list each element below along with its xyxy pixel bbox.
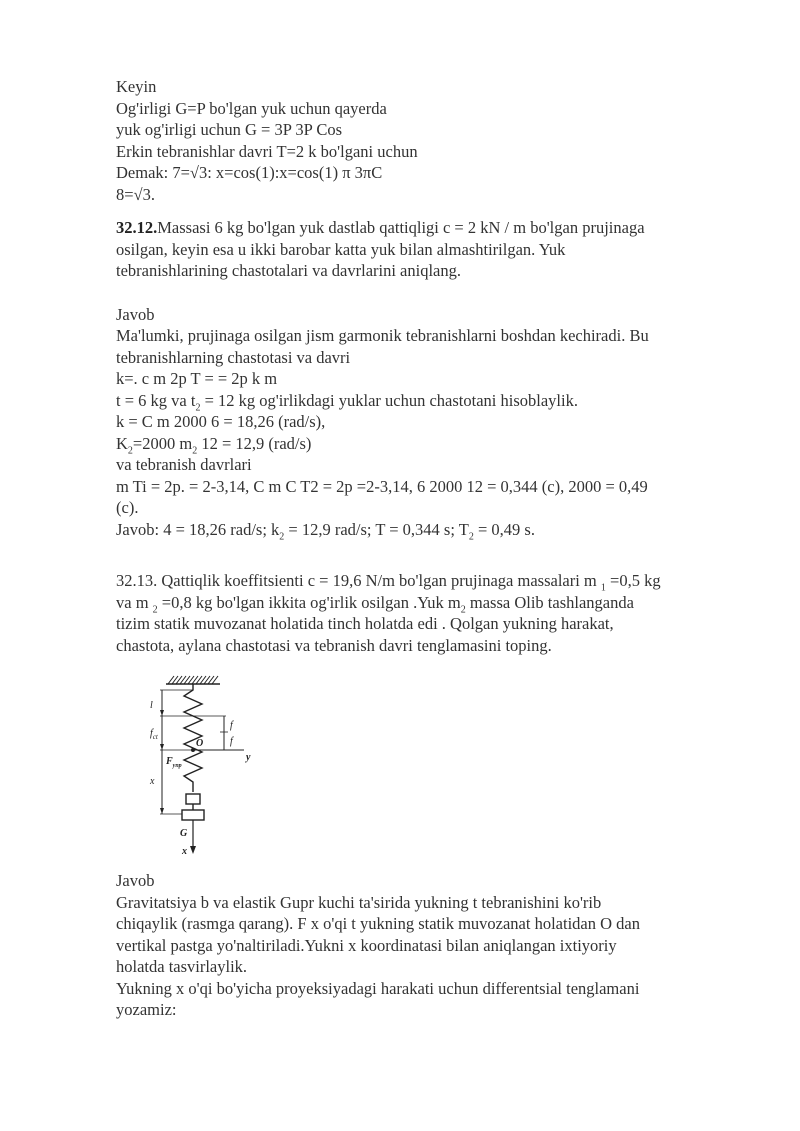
problem-text: Massasi 6 kg bo'lgan yuk dastlab qattiqligi c = 2 kN / m bo'lgan prujinaga [157, 218, 645, 237]
answer-line: vertikal pastga yo'naltiriladi.Yukni x koordinatasi bilan aniqlangan ixtiyoriy [116, 935, 617, 955]
answer-line: Ma'lumki, prujinaga osilgan jism garmonik tebranishlarni boshdan kechiradi. Bu [116, 326, 649, 345]
label-l: l [150, 700, 153, 711]
label-f1: f [230, 720, 233, 731]
problem-32-12 [116, 217, 756, 282]
answer-heading: Javob [116, 871, 155, 890]
problem-32-13 [116, 570, 756, 656]
subscript: 2 [279, 530, 285, 542]
subscript: 2 [460, 603, 466, 615]
label-g: G [180, 828, 188, 839]
answer-line: (c). [116, 498, 139, 517]
text-run: massa Olib tashlanganda [465, 592, 634, 612]
subscript: 1 [600, 582, 606, 594]
text-run: = 12,9 rad/s; T = 0,344 s; T [284, 519, 469, 539]
answer-line: va tebranish davrlari [116, 455, 252, 474]
problem-number: 32.12. [116, 218, 158, 237]
intro-line: Demak: 7=√3: x=cos(1):x=cos(1) π 3πC [116, 163, 383, 182]
problem-text: tizim statik muvozanat holatida tinch holatda edi . Qolgan yukning harakat, [116, 614, 614, 633]
text-run: =0,5 kg [605, 571, 661, 590]
spring-diagram-svg [136, 670, 266, 860]
text-run: t = 6 kg va t [116, 390, 196, 410]
text-run: va m [116, 592, 153, 612]
answer-line: Gravitatsiya b va elastik Gupr kuchi ta'sirida yukning t tebranishini ko'rib [116, 892, 602, 912]
text-run: =2000 m [132, 433, 193, 453]
intro-line: Keyin [116, 77, 157, 96]
answer-line: yozamiz: [116, 1000, 177, 1019]
problem-text: tebranishlarining chastotalari va davrlarini aniqlang. [116, 261, 462, 280]
answer-32-13 [116, 870, 756, 1021]
label-f2: f [230, 736, 233, 747]
answer-line: m Ti = 2p. = 2-3,14, C m C T2 = 2p =2-3,14, 6 2000 12 = 0,344 (c), 2000 = 0,49 [116, 476, 648, 496]
label-x: x [150, 776, 155, 787]
mass-block-upper [186, 794, 200, 804]
subscript: 2 [195, 401, 201, 413]
text-run: K [116, 433, 128, 453]
text-run: =0,8 kg bo'lgan ikkita og'irlik osilgan .Yuk m [157, 592, 461, 612]
text-run: Javob: 4 = 18,26 rad/s; k [116, 519, 280, 539]
intro-line: yuk og'irligi uchun G = 3P 3P Cos [116, 120, 343, 139]
answer-line: Yukning x o'qi bo'yicha proyeksiyadagi harakati uchun differentsial tenglamani [116, 978, 640, 998]
subscript: 2 [152, 603, 158, 615]
answer-32-12 [116, 304, 756, 541]
label-o: O [196, 738, 204, 749]
document-page [116, 76, 756, 1021]
answer-line [116, 390, 756, 412]
problem-number: 32.13. [116, 571, 158, 590]
intro-line: Og'irligi G=P bo'lgan yuk uchun qayerda [116, 98, 387, 118]
answer-line [116, 519, 756, 541]
text-run: Qattiqlik koeffitsienti c = 19,6 N/m bo'lgan prujinaga massalari m [157, 571, 601, 590]
label-force: $F_{упр}$ [166, 756, 182, 769]
answer-line: chiqaylik (rasmga qarang). F x o'qi t yukning statik muvozanat holatidan O dan [116, 914, 640, 933]
answer-line: holatda tasvirlaylik. [116, 957, 248, 976]
answer-line: k = C m 2000 6 = 18,26 (rad/s), [116, 412, 326, 431]
label-x-axis: x [182, 846, 187, 857]
text-run: = 12 kg og'irlikdagi yuklar uchun chastotani hisoblaylik. [200, 390, 578, 410]
mass-block-lower [182, 810, 204, 820]
label-f-st: $f_{ct}$ [150, 728, 158, 741]
answer-line: tebranishlarning chastotasi va davri [116, 347, 351, 367]
subscript: 2 [127, 444, 133, 456]
subscript: 2 [468, 530, 474, 542]
answer-line: k=. c m 2p T = = 2p k m [116, 369, 278, 388]
answer-line [116, 433, 756, 455]
text-run: = 0,49 s. [473, 519, 535, 539]
answer-heading: Javob [116, 304, 155, 324]
problem-text: chastota, aylana chastotasi va tebranish davri tenglamasini toping. [116, 635, 552, 655]
intro-line: Erkin tebranishlar davri T=2 k bo'lgani uchun [116, 141, 418, 161]
intro-line: 8=√3. [116, 184, 155, 204]
spring-mass-diagram [136, 670, 266, 860]
text-run: 12 = 12,9 (rad/s) [197, 433, 312, 453]
label-y: y [246, 752, 251, 763]
intro-block [116, 76, 756, 205]
problem-text: osilgan, keyin esa u ikki barobar katta yuk bilan almashtirilgan. Yuk [116, 239, 566, 259]
subscript: 2 [192, 444, 198, 456]
